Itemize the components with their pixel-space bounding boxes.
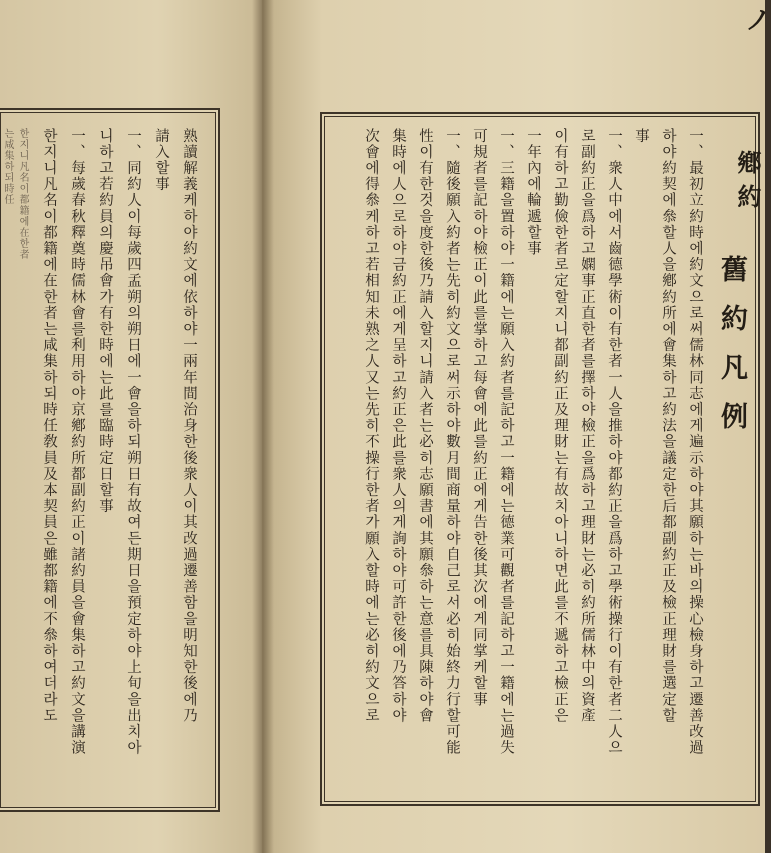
- book-gutter: [252, 0, 274, 853]
- top-edge-mark: ノ: [745, 6, 771, 36]
- right-text-column: 性이有한것을度한後乃請入할지니請入者는必히志願書에其願叅하는意를具陳하야會: [417, 128, 433, 724]
- section-title: 舊約凡例: [716, 255, 747, 451]
- right-text-column: 一、隨後願入約者는先히約文으로써示하야數月間商量하야自己로서必히始終力行할可能: [444, 128, 460, 756]
- right-text-column: 可規者를記하야檢正이此를掌하고每會에此를約正에게告한後其次에게同掌케할事: [471, 128, 487, 708]
- right-text-column: 로副約正을爲하고嫻事正直한者를擇하야檢正을爲하고理財는必히約所儒林中의資產: [579, 128, 595, 724]
- right-text-column: 一、最初立約時에約文으로써儒林同志에게遍示하야其願하는바의操心檢身하고遷善改過: [687, 128, 703, 756]
- right-text-column: 一、三籍을置하야一籍에는願入約者를記하고一籍에는德業可觀者를記하고一籍에는過失: [498, 128, 514, 756]
- outer-title-strip: [752, 150, 765, 610]
- right-text-column: 하야約契에叅할人을鄕約所에會集하고約法을議定한后都副約正及檢正理財를選定할: [660, 128, 676, 724]
- right-text-column: 이有하고勤儉한者로定할지니都副約正及理財는有故치아니하면此를不遞하고檢正은: [552, 128, 568, 724]
- left-text-column: 니하고若約員의慶吊會가有한時에는此를臨時定日할事: [97, 128, 113, 515]
- left-text-column: 請入할事: [153, 128, 169, 193]
- left-text-column: 한지니凡名이都籍에在한者는咸集하되時任敎員及本契員은雖都籍에不叅하여더라도: [41, 128, 57, 724]
- left-text-column: 熟讀解義케하야約文에依하야一兩年間治身한後衆人이其改過遷善함을明知한後에乃: [181, 128, 197, 724]
- left-margin-bleed-text: 한지니凡名이都籍에在한者는咸集하되時任: [2, 128, 28, 260]
- right-text-column: 次會에得叅케하고若相知未熟之人又는先히不操行한者가願入할時에는必히約文으로: [363, 128, 379, 724]
- right-text-column: 一、衆人中에서齒德學術이有한者一人을推하야都約正을爲하고學術操行이有한者二人으: [606, 128, 622, 756]
- left-text-column: 一、每歲春秋釋奠時儒林會를利用하야京鄕約所都副約正이諸約員을會集하고約文을講演: [69, 128, 85, 756]
- left-text-column: 一、同約人이每歲四孟朔의朔日에一會을하되朔日有故여든期日을預定하야上旬을出치아: [125, 128, 141, 756]
- right-text-column: 集時에人으로하야금約正에게呈하고約正은此를衆人의게詢하야可許한後에乃答하야: [390, 128, 406, 724]
- right-text-column: 事: [633, 128, 649, 145]
- right-text-column: 一年內에輪遞할事: [525, 128, 541, 257]
